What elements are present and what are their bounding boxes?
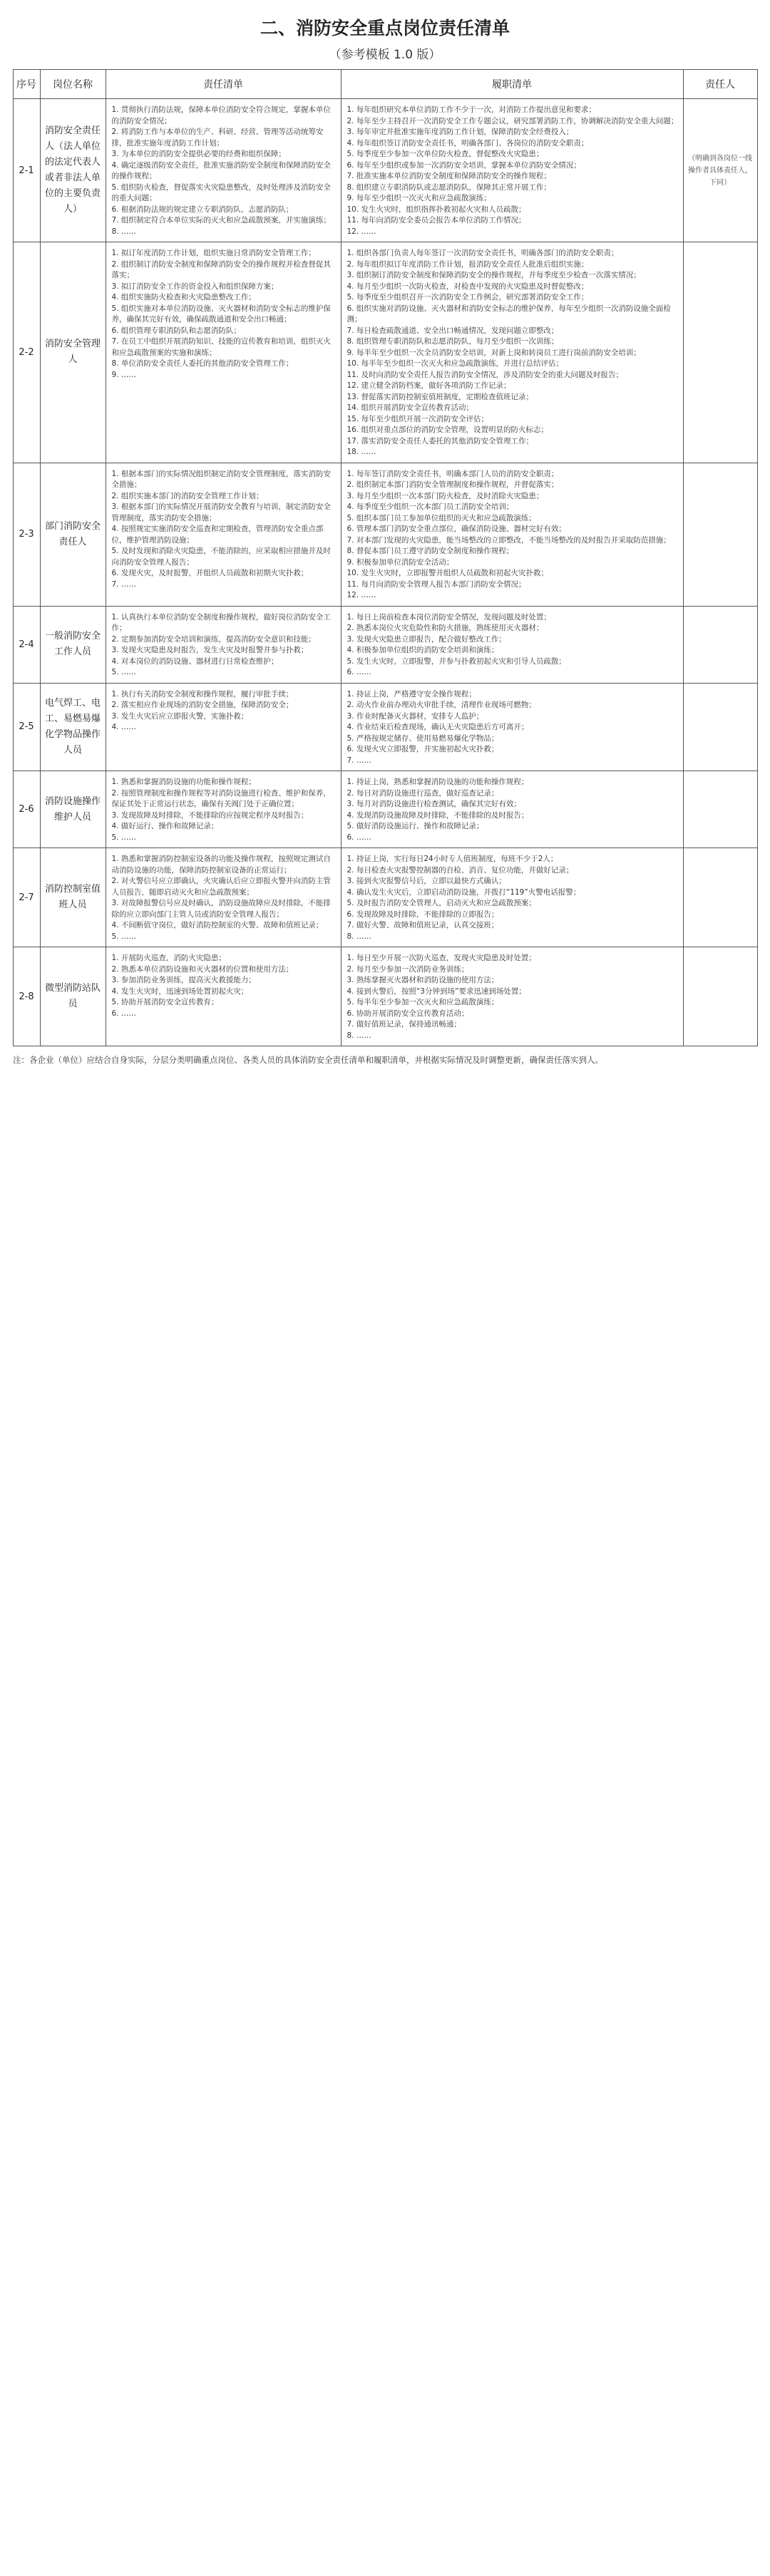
duty-item: 5. …… <box>111 932 136 941</box>
duty-item: 6. 根据消防法规的规定建立专职消防队、志愿消防队； <box>111 205 294 214</box>
duty-item: 1. 熟悉和掌握消防控制室设备的功能及操作规程，按照规定测试自动消防设施的功能，保障消防控制室设备的正常运行； <box>111 855 331 875</box>
row-seq: 2-2 <box>13 242 40 463</box>
duty-item: 1. 拟订年度消防工作计划，组织实施日常消防安全管理工作； <box>111 249 316 257</box>
perform-item: 9. 每半年至少组织一次全员消防安全培训，对新上岗和转岗员工进行岗前消防安全培训； <box>346 348 641 357</box>
duty-item: 2. 组织制订消防安全制度和保障消防安全的操作规程并检查督促其落实； <box>111 259 331 279</box>
row-perform-list <box>341 683 683 771</box>
row-post-name: 消防控制室值班人员 <box>40 848 106 947</box>
duty-item: 4. 组织实施防火检查和火灾隐患整改工作； <box>111 293 256 302</box>
perform-item: 7. 做好火警、故障和值班记录，认真交接班； <box>346 921 499 929</box>
duty-item: 3. 为本单位的消防安全提供必要的经费和组织保障； <box>111 150 286 158</box>
header-person: 责任人 <box>683 70 757 99</box>
duty-item: 2. 按照管理制度和操作规程等对消防设施进行检查、维护和保养，保证其处于正常运行状态，确保有关阀门处于正确位置； <box>111 788 331 808</box>
perform-item: 7. 每日检查疏散通道、安全出口畅通情况，发现问题立即整改； <box>346 326 559 335</box>
duty-item: 7. 组织制定符合本单位实际的灭火和应急疏散预案，并实施演练； <box>111 216 331 225</box>
duty-item: 3. 发现故障及时排除，不能排除的应按规定程序及时报告； <box>111 810 309 820</box>
row-duty-list <box>106 242 341 463</box>
perform-item: 9. 积极参加单位消防安全活动； <box>346 557 454 567</box>
table-row <box>13 99 757 242</box>
perform-item: 1. 每日至少开展一次防火巡查，发现火灾隐患及时处置； <box>346 954 536 962</box>
perform-item: 9. 每年至少组织一次灭火和应急疏散演练； <box>346 194 491 202</box>
duty-item: 3. 根据本部门的实际情况开展消防安全教育与培训，制定消防安全管理制度，落实消防安全措施； <box>111 503 331 522</box>
responsibility-table <box>13 69 758 1046</box>
perform-item: 4. 每月至少组织一次防火检查，对检查中发现的火灾隐患及时督促整改； <box>346 282 589 291</box>
table-row <box>13 606 757 683</box>
duty-item: 4. …… <box>111 723 136 731</box>
duty-item: 3. 发生火灾后应立即报火警，实施扑救； <box>111 711 249 721</box>
perform-item: 1. 持证上岗，严格遵守安全操作规程； <box>346 689 476 699</box>
table-row <box>13 683 757 771</box>
duty-item: 3. 对故障报警信号应及时确认，消防设施故障应及时排除，不能排除的应立即向部门主管人员或消防安全管理人报告； <box>111 899 331 919</box>
duty-item: 5. 及时发现和消除火灾隐患，不能消除的，应采取相应措施并及时向消防安全管理人报告； <box>111 547 331 567</box>
perform-item: 4. 每季度至少组织一次本部门员工消防安全培训； <box>346 503 514 511</box>
perform-item: 12. …… <box>346 227 376 236</box>
perform-item: 3. 组织制订消防安全制度和保障消防安全的操作规程，并每季度至少检查一次落实情况； <box>346 271 641 279</box>
perform-item: 6. 每年至少组织或参加一次消防安全培训，掌握本单位消防安全情况； <box>346 160 581 170</box>
row-perform-list <box>341 606 683 683</box>
duty-item: 4. 做好运行、操作和故障记录； <box>111 822 219 830</box>
perform-item: 3. 每月对消防设施进行检查测试，确保其完好有效； <box>346 800 521 808</box>
perform-item: 15. 每年至少组织开展一次消防安全评估； <box>346 414 489 423</box>
duty-item: 8. 单位消防安全责任人委托的其他消防安全管理工作； <box>111 359 294 368</box>
row-perform-list <box>341 947 683 1046</box>
row-perform-list <box>341 848 683 947</box>
row-seq: 2-7 <box>13 848 40 947</box>
table-row <box>13 242 757 463</box>
row-person <box>683 947 757 1046</box>
perform-item: 2. 每月至少参加一次消防业务训练； <box>346 964 469 974</box>
perform-item: 5. 发生火灾时，立即报警，并参与扑救初起火灾和引导人员疏散； <box>346 656 566 666</box>
perform-item: 3. 熟练掌握灭火器材和消防设施的使用方法； <box>346 976 499 984</box>
duty-item: 4. 按照规定实施消防安全巡查和定期检查，管理消防安全重点部位，维护管理消防设施； <box>111 525 324 545</box>
perform-item: 5. 每季度至少组织召开一次消防安全工作例会，研究部署消防安全工作； <box>346 293 589 302</box>
perform-item: 11. 及时向消防安全责任人报告消防安全情况，涉及消防安全的重大问题及时报告； <box>346 370 624 379</box>
row-seq: 2-5 <box>13 683 40 771</box>
duty-item: 5. 协助开展消防安全宣传教育； <box>111 998 219 1006</box>
perform-item: 7. …… <box>346 756 371 765</box>
perform-item: 8. …… <box>346 932 371 941</box>
row-post-name: 电气焊工、电工、易燃易爆化学物品操作人员 <box>40 683 106 771</box>
row-post-name: 消防设施操作维护人员 <box>40 771 106 848</box>
duty-item: 3. 拟订消防安全工作的资金投入和组织保障方案； <box>111 282 279 291</box>
page <box>0 0 770 1067</box>
duty-item: 5. 组织实施对本单位消防设施、灭火器材和消防安全标志的维护保养，确保其完好有效，确保疏散通道和安全出口畅通； <box>111 304 331 324</box>
footnote: 注：各企业（单位）应结合自身实际，分层分类明确重点岗位、各类人员的具体消防安全责任清单和履职清单，并根据实际情况及时调整更新，确保责任落实到人。 <box>13 1055 603 1065</box>
row-post-name: 微型消防站队员 <box>40 947 106 1046</box>
duty-item: 2. 对火警信号应立即确认，火灾确认后应立即报火警并向消防主管人员报告，随即启动灭火和应急疏散预案； <box>111 877 331 897</box>
duty-item: 2. 组织实施本部门的消防安全管理工作计划； <box>111 491 264 500</box>
duty-item: 1. 贯彻执行消防法规，保障本单位消防安全符合规定，掌握本单位的消防安全情况； <box>111 105 331 125</box>
duty-item: 4. 确定逐级消防安全责任，批准实施消防安全制度和保障消防安全的操作规程； <box>111 160 331 180</box>
row-duty-list <box>106 848 341 947</box>
perform-item: 5. 每季度至少参加一次单位防火检查，督促整改火灾隐患； <box>346 150 544 158</box>
perform-item: 2. 熟悉本岗位火灾危险性和防火措施，熟练使用灭火器材； <box>346 624 544 632</box>
perform-item: 7. 对本部门发现的火灾隐患，能当场整改的立即整改，不能当场整改的及时报告并采取防范措施； <box>346 535 671 545</box>
perform-item: 3. 作业时配备灭火器材，安排专人监护； <box>346 711 484 721</box>
table-row <box>13 463 757 606</box>
perform-item: 8. 督促本部门员工遵守消防安全制度和操作规程； <box>346 547 514 555</box>
perform-item: 2. 每日检查火灾报警控制器的自检、消音、复位功能，并做好记录； <box>346 865 574 875</box>
perform-item: 1. 每年签订消防安全责任书，明确本部门人员的消防安全职责； <box>346 469 559 478</box>
duty-item: 3. 参加消防业务训练，提高灭火救援能力； <box>111 976 256 984</box>
duty-item: 6. …… <box>111 1009 136 1018</box>
perform-item: 1. 持证上岗，实行每日24小时专人值班制度，每班不少于2人； <box>346 855 558 863</box>
row-seq: 2-6 <box>13 771 40 848</box>
row-duty-list <box>106 99 341 242</box>
duty-item: 1. 执行有关消防安全制度和操作规程，履行审批手续； <box>111 689 294 699</box>
duty-item: 1. 认真执行本单位消防安全制度和操作规程，做好岗位消防安全工作； <box>111 612 331 632</box>
perform-item: 11. 每月向消防安全管理人报告本部门消防安全情况； <box>346 579 526 589</box>
duty-item: 6. 组织管理专职消防队和志愿消防队； <box>111 326 241 335</box>
perform-item: 13. 督促落实消防控制室值班制度，定期检查值班记录； <box>346 392 534 401</box>
row-perform-list <box>341 463 683 606</box>
perform-item: 5. 及时报告消防安全管理人，启动灭火和应急疏散预案； <box>346 899 536 907</box>
row-seq: 2-8 <box>13 947 40 1046</box>
row-perform-list <box>341 99 683 242</box>
row-seq: 2-4 <box>13 606 40 683</box>
table-body <box>13 99 757 1046</box>
perform-item: 12. …… <box>346 591 376 599</box>
header-seq: 序号 <box>13 70 40 99</box>
perform-item: 1. 每年组织研究本单位消防工作不少于一次，对消防工作提出意见和要求； <box>346 105 596 114</box>
duty-item: 7. 在员工中组织开展消防知识、技能的宣传教育和培训，组织灭火和应急疏散预案的实施和演练； <box>111 337 331 357</box>
perform-item: 3. 每年审定并批准实施年度消防工作计划，保障消防安全经费投入； <box>346 128 574 136</box>
perform-item: 17. 落实消防安全责任人委托的其他消防安全管理工作； <box>346 436 534 445</box>
duty-item: 1. 根据本部门的实际情况组织制定消防安全管理制度，落实消防安全措施； <box>111 469 331 489</box>
row-person <box>683 606 757 683</box>
duty-item: 3. 发现火灾隐患及时报告，发生火灾及时报警并参与扑救； <box>111 646 309 654</box>
perform-item: 4. 发现消防设施故障及时排除，不能排除的及时报告； <box>346 810 529 820</box>
duty-item: 4. 不间断值守岗位，做好消防控制室的火警、故障和值班记录； <box>111 921 324 929</box>
header-duty: 责任清单 <box>106 70 341 99</box>
perform-item: 2. 动火作业前办理动火审批手续，清理作业现场可燃物； <box>346 701 536 709</box>
perform-item: 2. 组织制定本部门消防安全管理制度和操作规程，并督促落实； <box>346 480 559 489</box>
row-person <box>683 683 757 771</box>
header-perform: 履职清单 <box>341 70 683 99</box>
row-duty-list <box>106 463 341 606</box>
page-subtitle: （参考模板 1.0 版） <box>329 48 441 62</box>
perform-item: 6. 协助开展消防安全宣传教育活动； <box>346 1009 469 1018</box>
perform-item: 2. 每年至少主持召开一次消防安全工作专题会议，研究部署消防工作，协调解决消防安全重大问题； <box>346 116 679 125</box>
perform-item: 4. 每年组织签订消防安全责任书，明确各部门、各岗位的消防安全职责； <box>346 138 589 148</box>
duty-item: 8. …… <box>111 227 136 236</box>
row-person: （明确到各岗位一线操作者具体责任人，下同） <box>683 99 757 242</box>
perform-item: 8. …… <box>346 1031 371 1040</box>
perform-item: 7. 批准实施本单位消防安全制度和保障消防安全的操作规程； <box>346 172 551 180</box>
perform-item: 4. 接到火警后，按照“3分钟到场”要求迅速到场处置； <box>346 986 526 996</box>
duty-item: 5. 组织防火检查，督促落实火灾隐患整改，及时处理涉及消防安全的重大问题； <box>111 182 331 202</box>
perform-item: 6. 组织实施对消防设施、灭火器材和消防安全标志的维护保养，每年至少组织一次消防设施全面检测； <box>346 304 671 324</box>
perform-item: 16. 组织对重点部位的消防安全管理，设置明显的防火标志； <box>346 426 549 434</box>
perform-item: 4. 作业结束后检查现场，确认无火灾隐患后方可离开； <box>346 723 529 731</box>
perform-item: 5. 组织本部门员工参加单位组织的灭火和应急疏散演练； <box>346 513 536 522</box>
row-seq: 2-3 <box>13 463 40 606</box>
duty-item: 5. …… <box>111 833 136 842</box>
row-person <box>683 771 757 848</box>
duty-item: 4. 发生火灾时，迅速到场处置初起火灾； <box>111 986 249 996</box>
duty-item: 6. 发现火灾，及时报警，并组织人员疏散和初期火灾扑救； <box>111 569 309 577</box>
perform-item: 8. 组织管理专职消防队和志愿消防队，每月至少组织一次训练； <box>346 337 559 346</box>
perform-item: 7. 做好值班记录，保持通讯畅通； <box>346 1020 461 1029</box>
perform-item: 6. …… <box>346 668 371 676</box>
header-post: 岗位名称 <box>40 70 106 99</box>
table-header-row <box>13 70 757 99</box>
perform-item: 6. …… <box>346 833 371 842</box>
perform-item: 5. 严格按规定储存、使用易燃易爆化学物品； <box>346 733 499 743</box>
perform-item: 10. 发生火灾时，立即报警并组织人员疏散和初起火灾扑救； <box>346 569 549 577</box>
table-row <box>13 848 757 947</box>
perform-item: 11. 每年向消防安全委员会报告本单位消防工作情况； <box>346 216 526 225</box>
row-perform-list <box>341 242 683 463</box>
perform-item: 3. 每月至少组织一次本部门防火检查，及时消除火灾隐患； <box>346 491 544 500</box>
perform-item: 3. 发现火灾隐患立即报告，配合做好整改工作； <box>346 634 506 644</box>
row-post-name: 消防安全责任人（法人单位的法定代表人或者非法人单位的主要负责人） <box>40 99 106 242</box>
duty-item: 4. 对本岗位的消防设施、器材进行日常检查维护； <box>111 656 279 666</box>
perform-item: 1. 组织各部门负责人每年签订一次消防安全责任书，明确各部门的消防安全职责； <box>346 249 619 257</box>
duty-item: 2. 定期参加消防安全培训和演练，提高消防安全意识和技能； <box>111 634 316 644</box>
row-seq: 2-1 <box>13 99 40 242</box>
duty-item: 1. 开展防火巡查，消防火灾隐患； <box>111 954 226 962</box>
perform-item: 14. 组织开展消防安全宣传教育活动； <box>346 403 474 412</box>
table-row <box>13 771 757 848</box>
perform-item: 5. 每半年至少参加一次灭火和应急疏散演练； <box>346 998 499 1006</box>
row-person <box>683 242 757 463</box>
row-post-name: 消防安全管理人 <box>40 242 106 463</box>
row-post-name: 一般消防安全工作人员 <box>40 606 106 683</box>
duty-item: 2. 落实相应作业现场的消防安全措施，保障消防安全； <box>111 701 294 709</box>
row-person <box>683 848 757 947</box>
perform-item: 10. 发生火灾时，组织指挥扑救初起火灾和人员疏散； <box>346 205 526 214</box>
perform-item: 4. 积极参加单位组织的消防安全培训和演练； <box>346 646 499 654</box>
row-perform-list <box>341 771 683 848</box>
perform-item: 5. 做好消防设施运行、操作和故障记录； <box>346 822 484 830</box>
perform-item: 8. 组织建立专职消防队或志愿消防队，保障其正常开展工作； <box>346 182 551 192</box>
row-duty-list <box>106 771 341 848</box>
perform-item: 6. 发现火灾立即报警，并实施初起火灾扑救； <box>346 745 499 753</box>
duty-item: 2. 熟悉本单位消防设施和灭火器材的位置和使用方法； <box>111 964 294 974</box>
table-row <box>13 947 757 1046</box>
perform-item: 1. 每日上岗前检查本岗位消防安全情况，发现问题及时处置； <box>346 612 551 622</box>
duty-item: 5. …… <box>111 668 136 676</box>
duty-item: 7. …… <box>111 579 136 589</box>
perform-item: 2. 每年组织拟订年度消防工作计划，报消防安全责任人批准后组织实施； <box>346 259 589 269</box>
duty-item: 1. 熟悉和掌握消防设施的功能和操作规程； <box>111 778 256 786</box>
perform-item: 10. 每半年至少组织一次灭火和应急疏散演练，并进行总结评估； <box>346 359 564 368</box>
row-duty-list <box>106 683 341 771</box>
row-duty-list <box>106 947 341 1046</box>
perform-item: 6. 发现故障及时排除，不能排除的立即报告； <box>346 910 499 919</box>
row-post-name: 部门消防安全责任人 <box>40 463 106 606</box>
perform-item: 6. 管理本部门消防安全重点部位，确保消防设施、器材完好有效； <box>346 525 566 533</box>
perform-item: 4. 确认发生火灾后，立即启动消防设施，并拨打“119”火警电话报警； <box>346 887 581 897</box>
perform-item: 3. 接到火灾报警信号后，立即以最快方式确认； <box>346 877 506 885</box>
perform-item: 2. 每日对消防设施进行巡查，做好巡查记录； <box>346 788 499 798</box>
page-title: 二、消防安全重点岗位责任清单 <box>260 18 510 38</box>
perform-item: 18. …… <box>346 448 376 456</box>
perform-item: 12. 建立健全消防档案，做好各项消防工作记录； <box>346 381 511 390</box>
duty-item: 2. 将消防工作与本单位的生产、科研、经营、管理等活动统筹安排，批准实施年度消防工作计划； <box>111 128 324 148</box>
row-person <box>683 463 757 606</box>
duty-item: 9. …… <box>111 370 136 379</box>
perform-item: 1. 持证上岗，熟悉和掌握消防设施的功能和操作规程； <box>346 778 529 786</box>
row-duty-list <box>106 606 341 683</box>
